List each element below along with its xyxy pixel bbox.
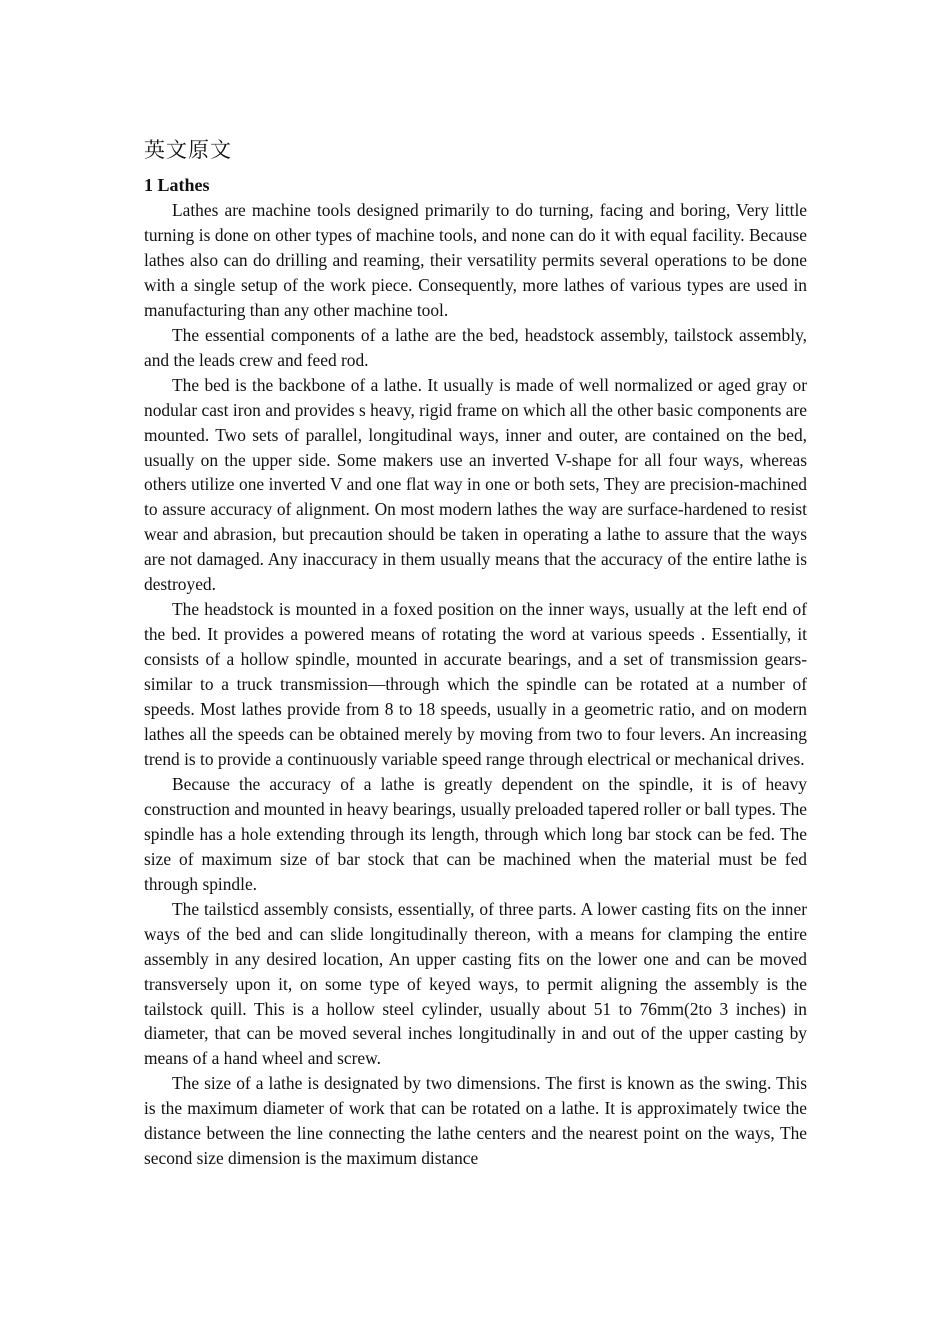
paragraph-components: The essential components of a lathe are the bed, headstock assembly, tailstock assembly, and the leads crew and feed rod. bbox=[144, 324, 807, 370]
paragraph-bed: The bed is the backbone of a lathe. It usually is made of well normalized or aged gray or nodular cast iron and provides s heavy, rigid frame on which all the other basic components are mounted. Two sets of parallel, longitudinal ways, inner and outer, are contained on the bed, usually on the upper side. Some makers use an inverted V-shape for all four ways, whereas others utilize one inverted V and one flat way in one or both sets, They are precision-machined to assure accuracy of alignment. On most modern lathes the way are surface-hardened to resist wear and abrasion, but precaution should be taken in operating a lathe to assure that the ways are not damaged. Any inaccuracy in them usually means that the accuracy of the entire lathe is destroyed. bbox=[144, 374, 807, 595]
paragraph-headstock: The headstock is mounted in a foxed position on the inner ways, usually at the left end of the bed. It provides a powered means of rotating the word at various speeds . Essentially, it consists of a hollow spindle, mounted in accurate bearings, and a set of transmission gears-similar to a truck transmission—through which the spindle can be rotated at a number of speeds. Most lathes provide from 8 to 18 speeds, usually in a geometric ratio, and on modern lathes all the speeds can be obtained merely by moving from two to four levers. An increasing trend is to provide a continuously variable speed range through electrical or mechanical drives. bbox=[144, 599, 807, 769]
paragraph-lathe-size: The size of a lathe is designated by two dimensions. The first is known as the swing. This is the maximum diameter of work that can be rotated on a lathe. It is approximately twice the distance between the line connecting the lathe centers and the nearest point on the ways, The second size dimension is the maximum distance bbox=[144, 1073, 807, 1169]
paragraph-intro: Lathes are machine tools designed primarily to do turning, facing and boring, Very little turning is done on other types of machine tools, and none can do it with equal facility. Because lathes also can do drilling and reaming, their versatility permits several operations to be done with a single setup of the work piece. Consequently, more lathes of various types are used in manufacturing than any other machine tool. bbox=[144, 200, 807, 320]
section-title: 1 Lathes bbox=[144, 175, 210, 195]
paragraph-spindle: Because the accuracy of a lathe is greatly dependent on the spindle, it is of heavy construction and mounted in heavy bearings, usually preloaded tapered roller or ball types. The spindle has a hole extending through its length, through which long bar stock can be fed. The size of maximum size of bar stock that can be machined when the material must be fed through spindle. bbox=[144, 773, 807, 894]
paragraph-tailstock: The tailsticd assembly consists, essentially, of three parts. A lower casting fits on the inner ways of the bed and can slide longitudinally thereon, with a means for clamping the entire assembly in any desired location, An upper casting fits on the lower one and can be moved transversely upon it, on some type of keyed ways, to permit aligning the assembly is the tailstock quill. This is a hollow steel cylinder, usually about 51 to 76mm(2to 3 inches) in diameter, that can be moved several inches longitudinally in and out of the upper casting by means of a hand wheel and screw. bbox=[144, 898, 807, 1069]
document-page bbox=[144, 135, 807, 1171]
document-heading: 英文原文 bbox=[144, 138, 232, 162]
